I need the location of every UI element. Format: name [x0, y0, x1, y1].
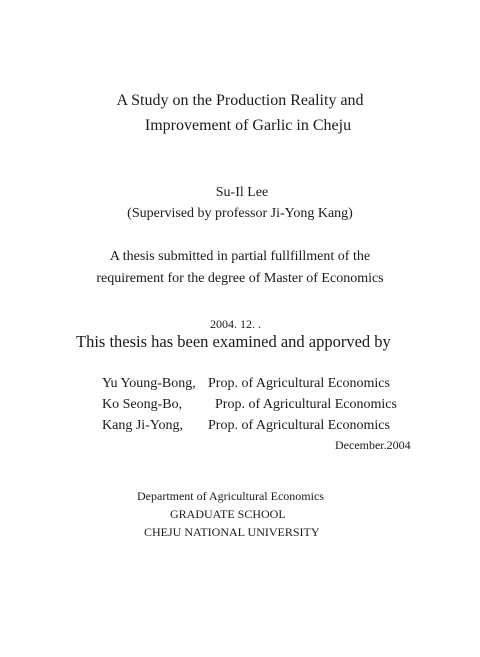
thesis-title-line-1: A Study on the Production Reality and — [116, 92, 364, 109]
approval-statement: This thesis has been examined and apporved by — [76, 332, 391, 351]
committee-member-name: Kang Ji-Yong, — [102, 418, 184, 433]
submission-line-1: A thesis submitted in partial fullfillment of the — [109, 249, 371, 264]
submission-date: 2004. 12. . — [210, 317, 261, 331]
department-name: Department of Agricultural Economics — [137, 489, 324, 503]
approval-date: December.2004 — [335, 438, 411, 452]
thesis-title-line-2: Improvement of Garlic in Cheju — [144, 117, 352, 134]
author-name: Su-Il Lee — [215, 185, 269, 200]
submission-line-2: requirement for the degree of Master of Economics — [96, 271, 384, 286]
committee-member-role: Prop. of Agricultural Economics — [215, 397, 397, 412]
committee-member-name: Yu Young-Bong, — [102, 376, 196, 391]
university-name: CHEJU NATIONAL UNIVERSITY — [144, 525, 320, 539]
committee-member-role: Prop. of Agricultural Economics — [208, 376, 390, 391]
committee-member-role: Prop. of Agricultural Economics — [208, 418, 390, 433]
committee-member-name: Ko Seong-Bo, — [102, 397, 183, 412]
supervisor-line: (Supervised by professor Ji-Yong Kang) — [127, 206, 353, 221]
graduate-school: GRADUATE SCHOOL — [170, 507, 286, 521]
